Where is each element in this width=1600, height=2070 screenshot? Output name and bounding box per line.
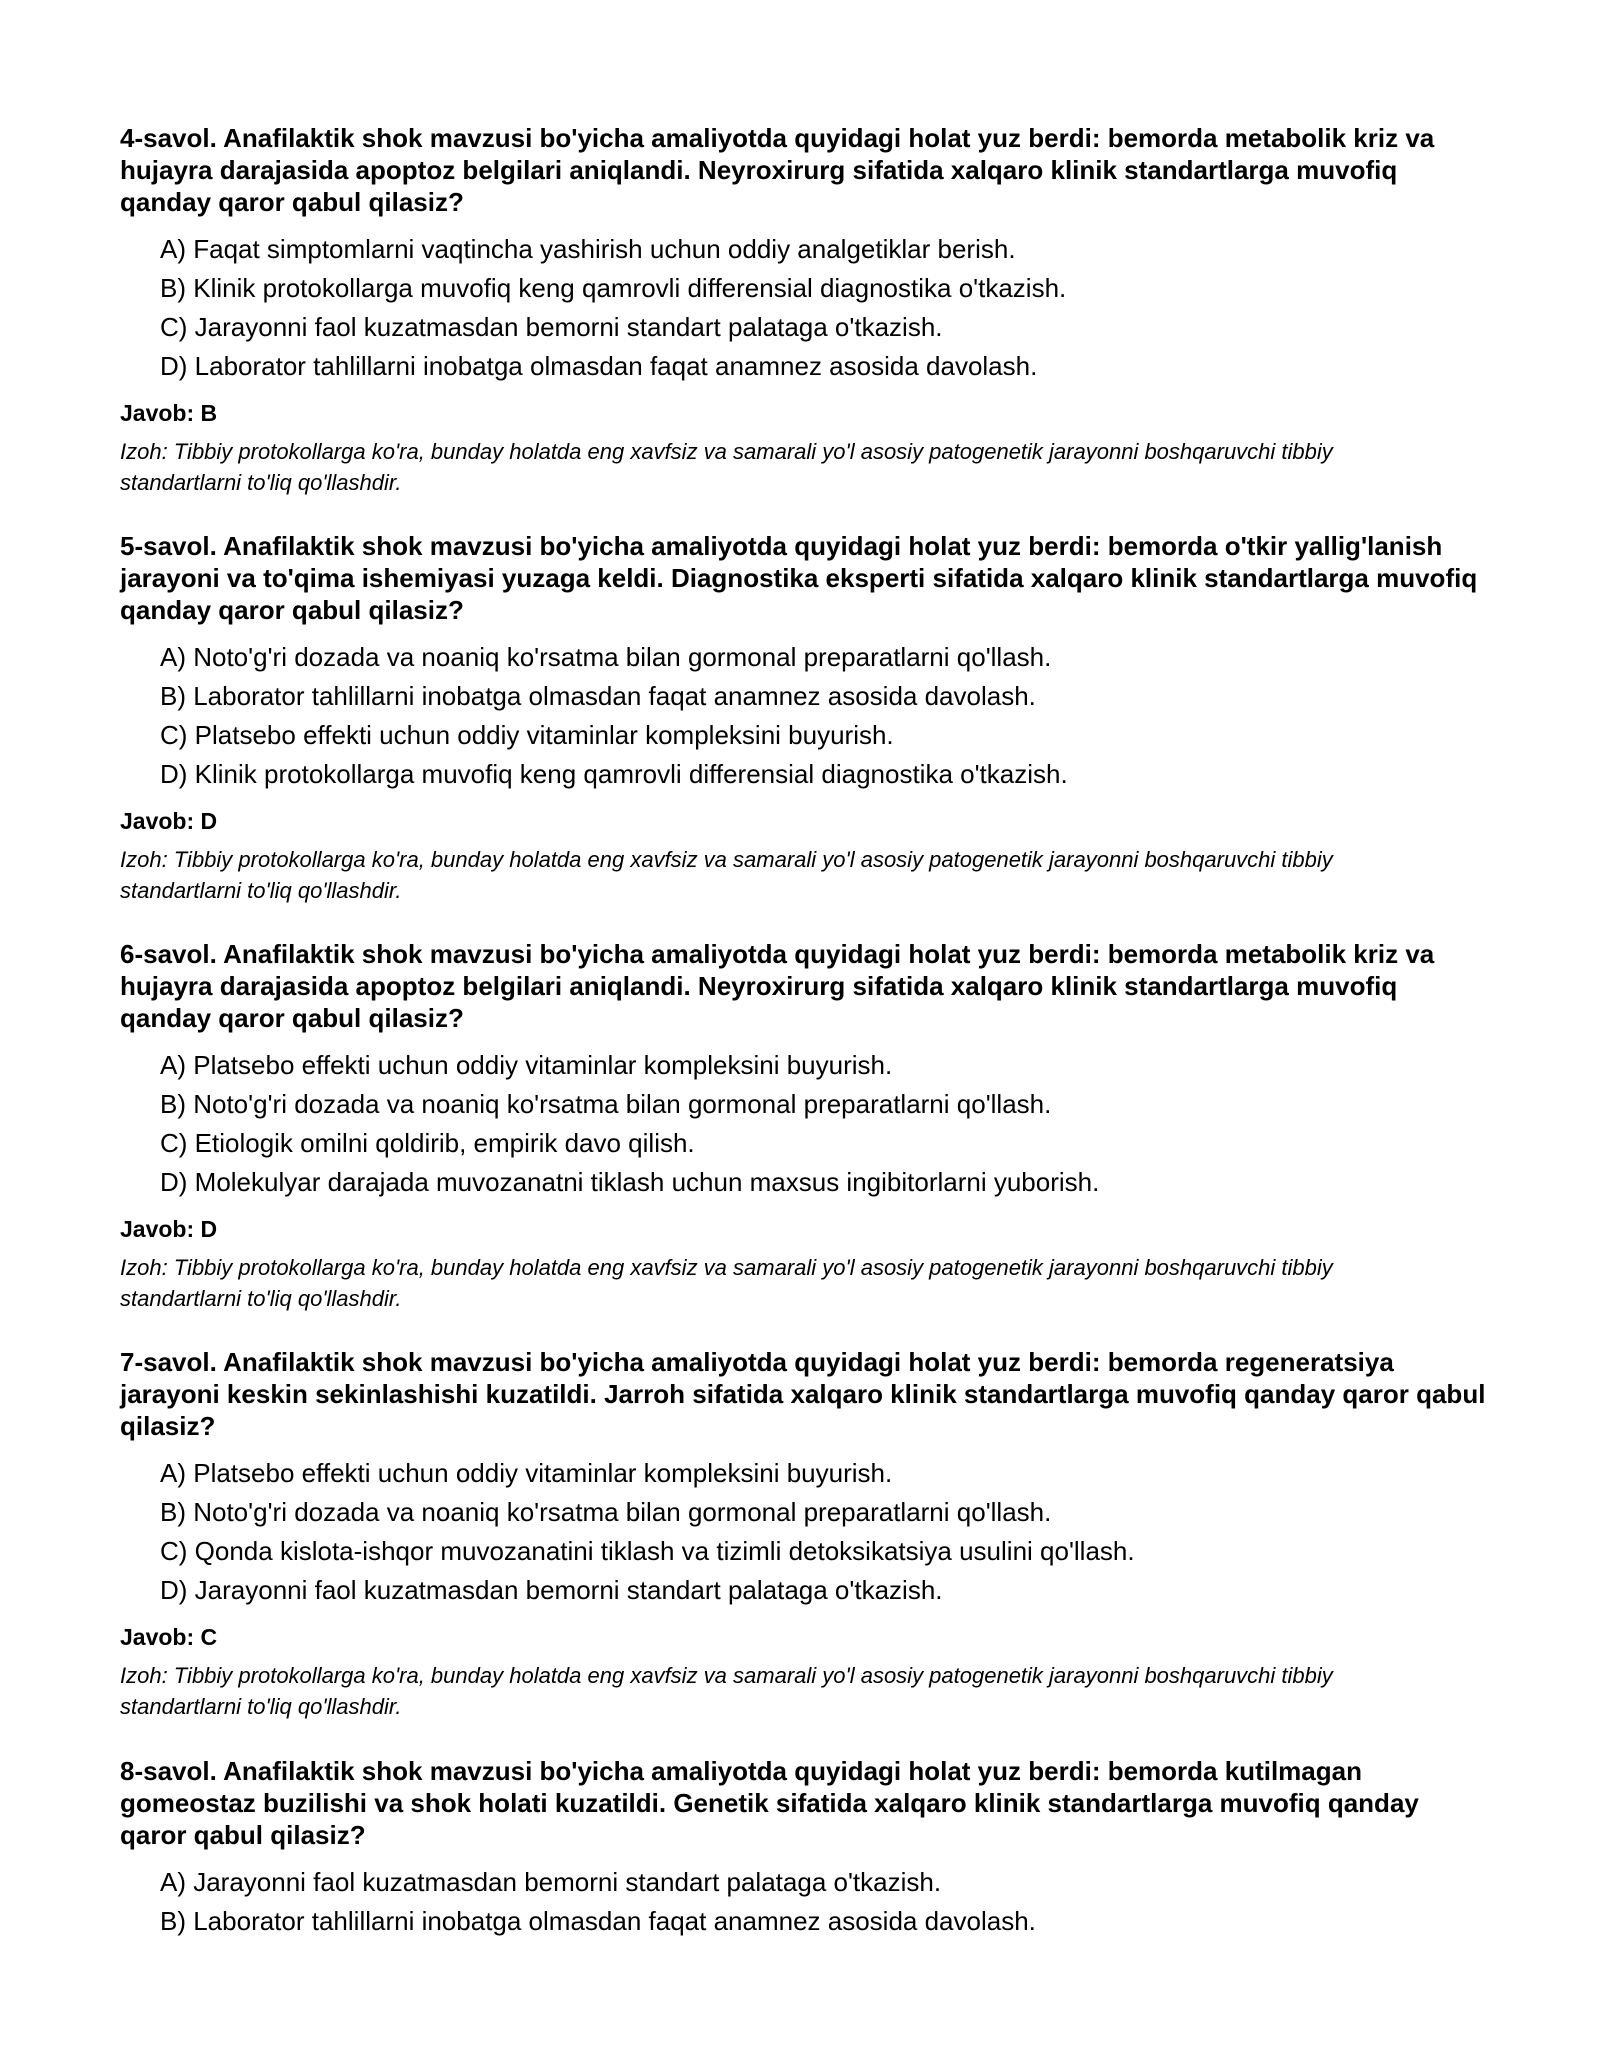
explanation-note: Izoh: Tibbiy protokollarga ko'ra, bunday holatda eng xavfsiz va samarali yo'l asosiy patogenetik jarayonni boshqaruvchi tibbiy standartlarni to'liq qo'llashdir.: [120, 439, 1333, 495]
option-a: A) Faqat simptomlarni vaqtincha yashirish uchun oddiy analgetiklar berish.: [160, 234, 1016, 264]
options-list: [120, 1863, 1490, 1941]
answer-label: Javob: C: [120, 1624, 218, 1650]
question-block: [120, 1755, 1490, 1941]
option-b: B) Klinik protokollarga muvofiq keng qamrovli differensial diagnostika o'tkazish.: [160, 273, 1067, 303]
answer-label: Javob: B: [120, 400, 218, 426]
question-text: 7-savol. Anafilaktik shok mavzusi bo'yicha amaliyotda quyidagi holat yuz berdi: bemorda regeneratsiya jarayoni keskin sekinlashishi kuzatildi. Jarroh sifatida xalqaro klinik standartlarga muvofiq qanday qaror qabul qilasiz?: [120, 1347, 1486, 1441]
explanation-note: Izoh: Tibbiy protokollarga ko'ra, bunday holatda eng xavfsiz va samarali yo'l asosiy patogenetik jarayonni boshqaruvchi tibbiy standartlarni to'liq qo'llashdir.: [120, 1663, 1333, 1719]
answer-label: Javob: D: [120, 808, 218, 834]
option-a: A) Platsebo effekti uchun oddiy vitaminlar kompleksini buyurish.: [160, 1458, 893, 1488]
question-block: [120, 530, 1490, 906]
options-list: [120, 230, 1490, 386]
options-list: [120, 1454, 1490, 1610]
option-d: D) Jarayonni faol kuzatmasdan bemorni standart palataga o'tkazish.: [160, 1575, 943, 1605]
question-block: [120, 938, 1490, 1314]
question-text: 6-savol. Anafilaktik shok mavzusi bo'yicha amaliyotda quyidagi holat yuz berdi: bemorda metabolik kriz va hujayra darajasida apoptoz belgilari aniqlandi. Neyroxirurg sifatida xalqaro klinik standartlarga muvofiq qanday qaror qabul qilasiz?: [120, 939, 1435, 1033]
option-c: C) Platsebo effekti uchun oddiy vitaminlar kompleksini buyurish.: [160, 720, 894, 750]
option-d: D) Klinik protokollarga muvofiq keng qamrovli differensial diagnostika o'tkazish.: [160, 759, 1068, 789]
question-text: 5-savol. Anafilaktik shok mavzusi bo'yicha amaliyotda quyidagi holat yuz berdi: bemorda o'tkir yallig'lanish jarayoni va to'qima ishemiyasi yuzaga keldi. Diagnostika eksperti sifatida xalqaro klinik standartlarga muvofiq qanday qaror qabul qilasiz?: [120, 531, 1478, 625]
question-block: [120, 1346, 1490, 1722]
option-b: B) Noto'g'ri dozada va noaniq ko'rsatma bilan gormonal preparatlarni qo'llash.: [160, 1497, 1052, 1527]
explanation-note: Izoh: Tibbiy protokollarga ko'ra, bunday holatda eng xavfsiz va samarali yo'l asosiy patogenetik jarayonni boshqaruvchi tibbiy standartlarni to'liq qo'llashdir.: [120, 847, 1333, 903]
option-b: B) Laborator tahlillarni inobatga olmasdan faqat anamnez asosida davolash.: [160, 1906, 1036, 1936]
option-a: A) Noto'g'ri dozada va noaniq ko'rsatma bilan gormonal preparatlarni qo'llash.: [160, 642, 1052, 672]
option-c: C) Etiologik omilni qoldirib, empirik davo qilish.: [160, 1128, 695, 1158]
option-a: A) Jarayonni faol kuzatmasdan bemorni standart palataga o'tkazish.: [160, 1867, 942, 1897]
option-d: D) Molekulyar darajada muvozanatni tiklash uchun maxsus ingibitorlarni yuborish.: [160, 1167, 1100, 1197]
explanation-note: Izoh: Tibbiy protokollarga ko'ra, bunday holatda eng xavfsiz va samarali yo'l asosiy patogenetik jarayonni boshqaruvchi tibbiy standartlarni to'liq qo'llashdir.: [120, 1255, 1333, 1311]
option-c: C) Jarayonni faol kuzatmasdan bemorni standart palataga o'tkazish.: [160, 312, 943, 342]
options-list: [120, 1046, 1490, 1202]
option-b: B) Noto'g'ri dozada va noaniq ko'rsatma bilan gormonal preparatlarni qo'llash.: [160, 1089, 1052, 1119]
option-d: D) Laborator tahlillarni inobatga olmasdan faqat anamnez asosida davolash.: [160, 351, 1038, 381]
answer-label: Javob: D: [120, 1216, 218, 1242]
option-c: C) Qonda kislota-ishqor muvozanatini tiklash va tizimli detoksikatsiya usulini qo'llash.: [160, 1536, 1135, 1566]
question-block: [120, 122, 1490, 498]
question-text: 4-savol. Anafilaktik shok mavzusi bo'yicha amaliyotda quyidagi holat yuz berdi: bemorda metabolik kriz va hujayra darajasida apoptoz belgilari aniqlandi. Neyroxirurg sifatida xalqaro klinik standartlarga muvofiq qanday qaror qabul qilasiz?: [120, 123, 1435, 217]
options-list: [120, 638, 1490, 794]
option-a: A) Platsebo effekti uchun oddiy vitaminlar kompleksini buyurish.: [160, 1050, 893, 1080]
question-text: 8-savol. Anafilaktik shok mavzusi bo'yicha amaliyotda quyidagi holat yuz berdi: bemorda kutilmagan gomeostaz buzilishi va shok holati kuzatildi. Genetik sifatida xalqaro klinik standartlarga muvofiq qanday qaror qabul qilasiz?: [120, 1756, 1419, 1850]
option-b: B) Laborator tahlillarni inobatga olmasdan faqat anamnez asosida davolash.: [160, 681, 1036, 711]
